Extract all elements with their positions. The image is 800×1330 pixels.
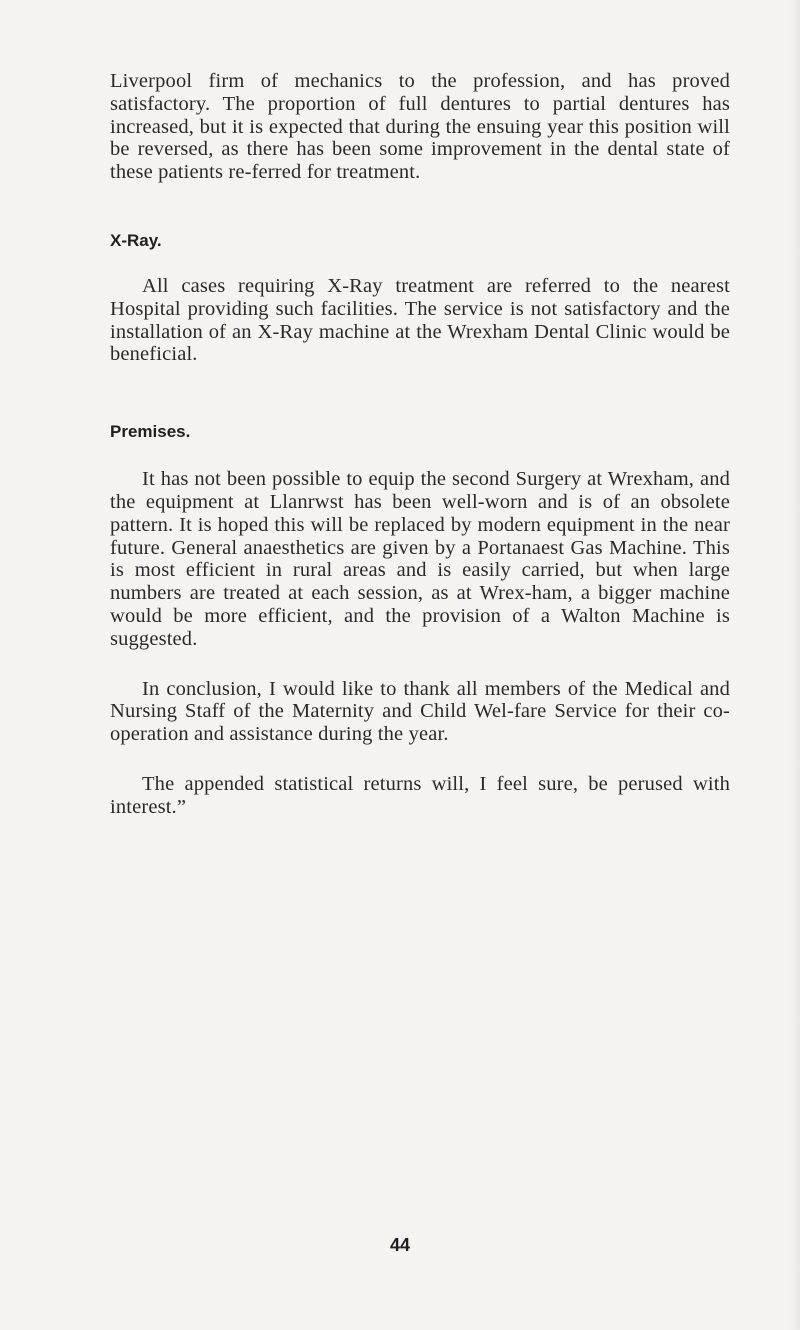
- xray-heading: X-Ray.: [110, 230, 162, 250]
- premises-paragraph: It has not been possible to equip the second Surgery at Wrexham, and the equipment at Llanrwst has been well-worn and is of an obsolete pattern. It is hoped this will be replaced by modern equipment in the near future. General anaesthetics are given by a Portanaest Gas Machine. This is most efficient in rural areas and is easily carried, but when large numbers are treated at each session, as at Wrex-ham, a bigger machine would be more efficient, and the provision of a Walton Machine is suggested.: [110, 468, 730, 650]
- document-page: [110, 70, 730, 819]
- conclusion-paragraph: In conclusion, I would like to thank all members of the Medical and Nursing Staff of the Maternity and Child Wel-fare Service for their co-operation and assistance during the year.: [110, 677, 730, 746]
- xray-paragraph: All cases requiring X-Ray treatment are referred to the nearest Hospital providing such facilities. The service is not satisfactory and the installation of an X-Ray machine at the Wrexham Dental Clinic would be beneficial.: [110, 274, 730, 366]
- page-number: 44: [389, 1235, 411, 1255]
- appended-returns-paragraph: The appended statistical returns will, I feel sure, be perused with interest.”: [110, 772, 730, 818]
- premises-heading: Premises.: [110, 422, 191, 442]
- intro-paragraph: Liverpool firm of mechanics to the profession, and has proved satisfactory. The proportion of full dentures to partial dentures has increased, but it is expected that during the ensuing year this position will be reversed, as there has been some improvement in the dental state of these patients re-ferred for treatment.: [110, 70, 730, 184]
- page-edge-shadow: [790, 0, 800, 1330]
